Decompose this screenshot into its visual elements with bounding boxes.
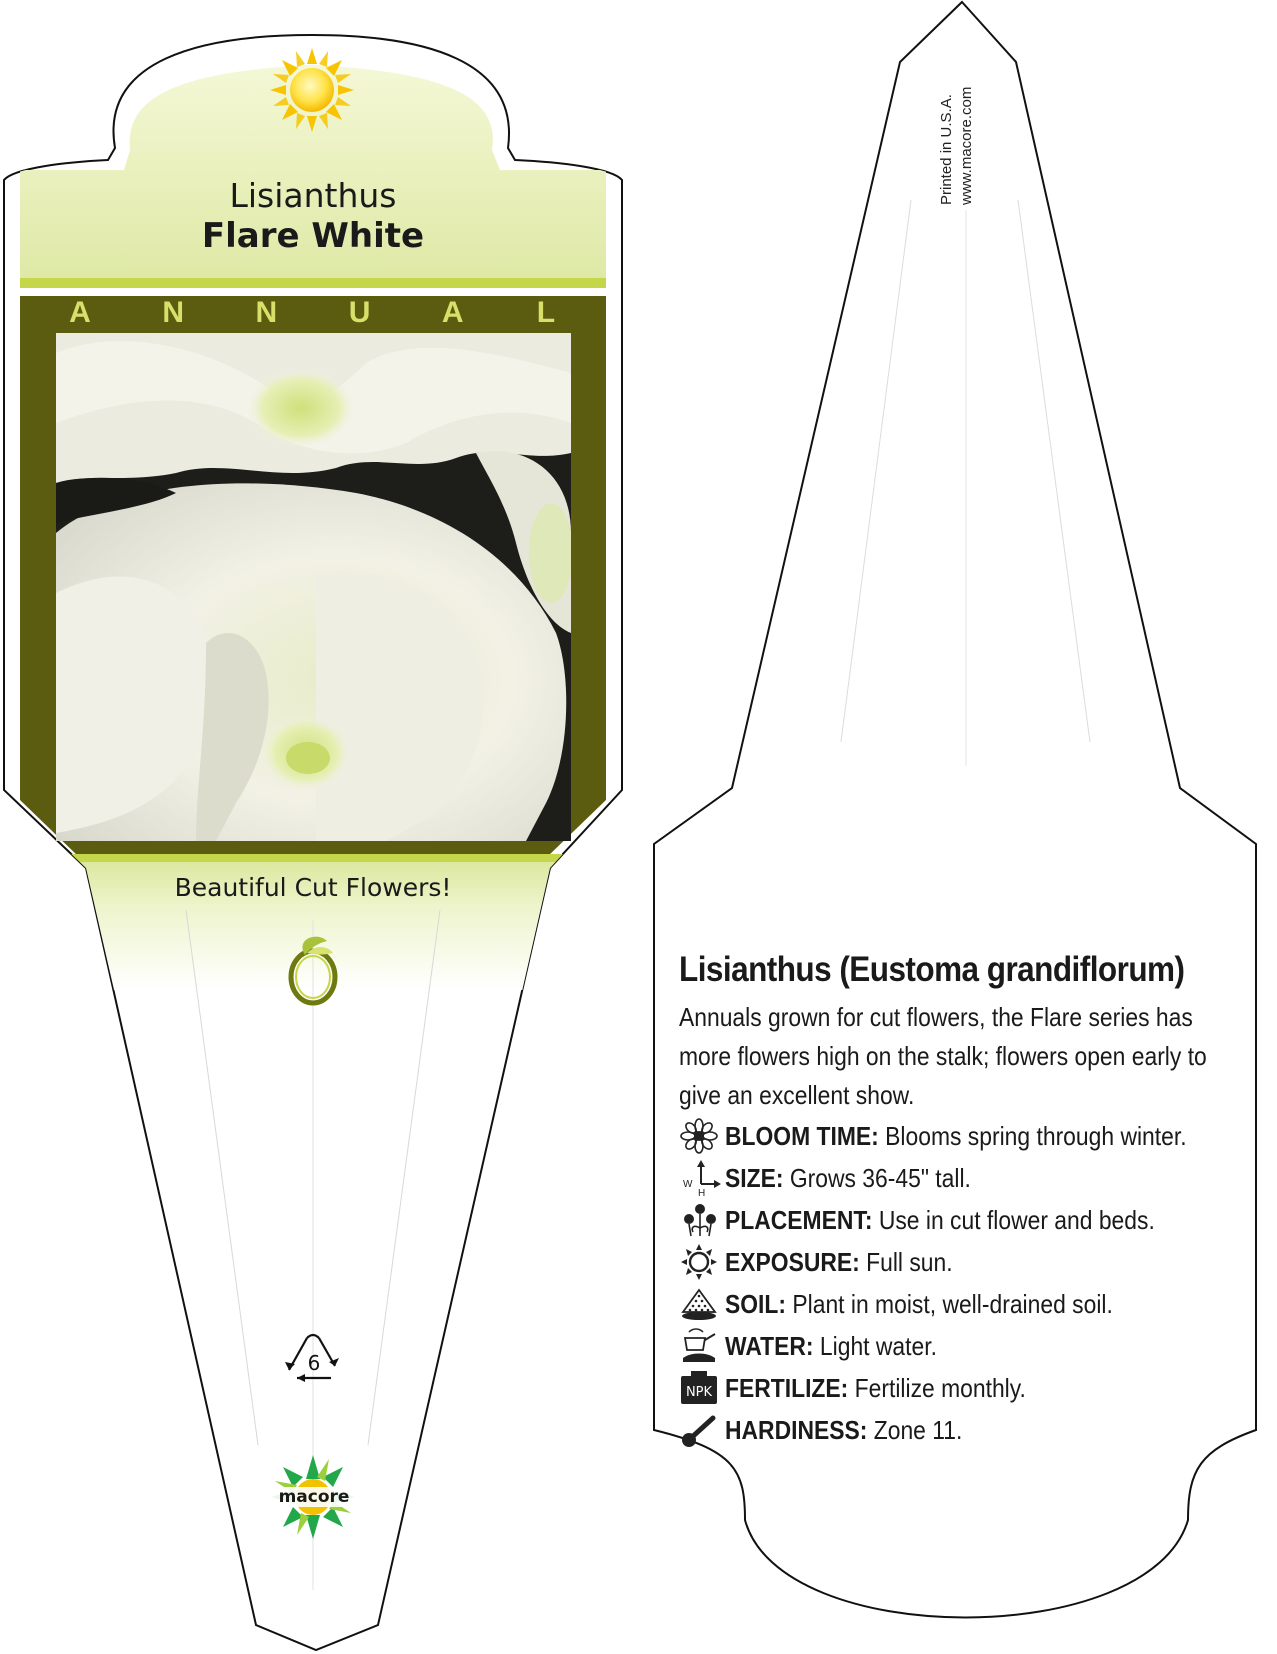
water-icon [679, 1328, 721, 1364]
recycle-number: 6 [307, 1351, 321, 1375]
care-label: WATER: [725, 1330, 814, 1361]
plant-botanical-title: Lisianthus (Eustoma grandiflorum) [679, 950, 1185, 989]
website-label: www.macore.com [958, 86, 975, 205]
care-instructions [679, 950, 1259, 1451]
care-row-hardiness [679, 1409, 1259, 1451]
care-row-bloom [679, 1115, 1259, 1157]
care-label: SOIL: [725, 1288, 787, 1319]
care-label: BLOOM TIME: [725, 1120, 879, 1151]
thermometer-icon [679, 1412, 721, 1448]
care-value: Light water. [819, 1330, 937, 1361]
printer-info [938, 55, 998, 215]
category-letter: A [69, 296, 91, 329]
soil-icon [679, 1286, 721, 1322]
npk-label: NPK [685, 1385, 713, 1400]
care-value: Zone 11. [873, 1414, 963, 1445]
category-letter: L [536, 296, 556, 329]
printed-in-label: Printed in U.S.A. [938, 94, 955, 205]
plant-common-name: Lisianthus [229, 176, 397, 215]
brand-name: macore [278, 1487, 350, 1507]
care-label: SIZE: [725, 1162, 784, 1193]
care-value: Fertilize monthly. [854, 1372, 1026, 1403]
care-value: Grows 36-45" tall. [789, 1162, 971, 1193]
care-value: Use in cut flower and beds. [878, 1204, 1155, 1235]
size-h-label: H [698, 1188, 706, 1196]
care-value: Full sun. [866, 1246, 953, 1277]
size-icon [679, 1160, 721, 1196]
care-label: PLACEMENT: [725, 1204, 873, 1235]
size-w-label: W [683, 1179, 693, 1190]
care-label: FERTILIZE: [725, 1372, 849, 1403]
care-value: Plant in moist, well-drained soil. [792, 1288, 1113, 1319]
care-label: HARDINESS: [725, 1414, 868, 1445]
placement-icon [679, 1202, 721, 1238]
bloom-icon [679, 1118, 721, 1154]
category-letter: U [348, 296, 371, 329]
care-value: Blooms spring through winter. [885, 1120, 1187, 1151]
care-row-exposure [679, 1241, 1259, 1283]
category-letter: N [255, 296, 278, 329]
sun-icon [270, 48, 354, 132]
category-letter: N [162, 296, 185, 329]
category-label [60, 296, 566, 330]
plant-variety-name: Flare White [201, 216, 425, 256]
care-row-fertilize [679, 1367, 1259, 1409]
tagline: Beautiful Cut Flowers! [174, 873, 452, 902]
flower-photo [56, 333, 571, 841]
care-label: EXPOSURE: [725, 1246, 860, 1277]
care-row-size [679, 1157, 1259, 1199]
care-row-soil [679, 1283, 1259, 1325]
npk-icon [679, 1370, 721, 1406]
care-row-placement [679, 1199, 1259, 1241]
plant-description: Annuals grown for cut flowers, the Flare series has more flowers high on the stalk; flowers open early to give an excellent show. [679, 1002, 1207, 1110]
care-row-water [679, 1325, 1259, 1367]
category-letter: A [441, 296, 464, 329]
sun-icon [679, 1244, 721, 1280]
